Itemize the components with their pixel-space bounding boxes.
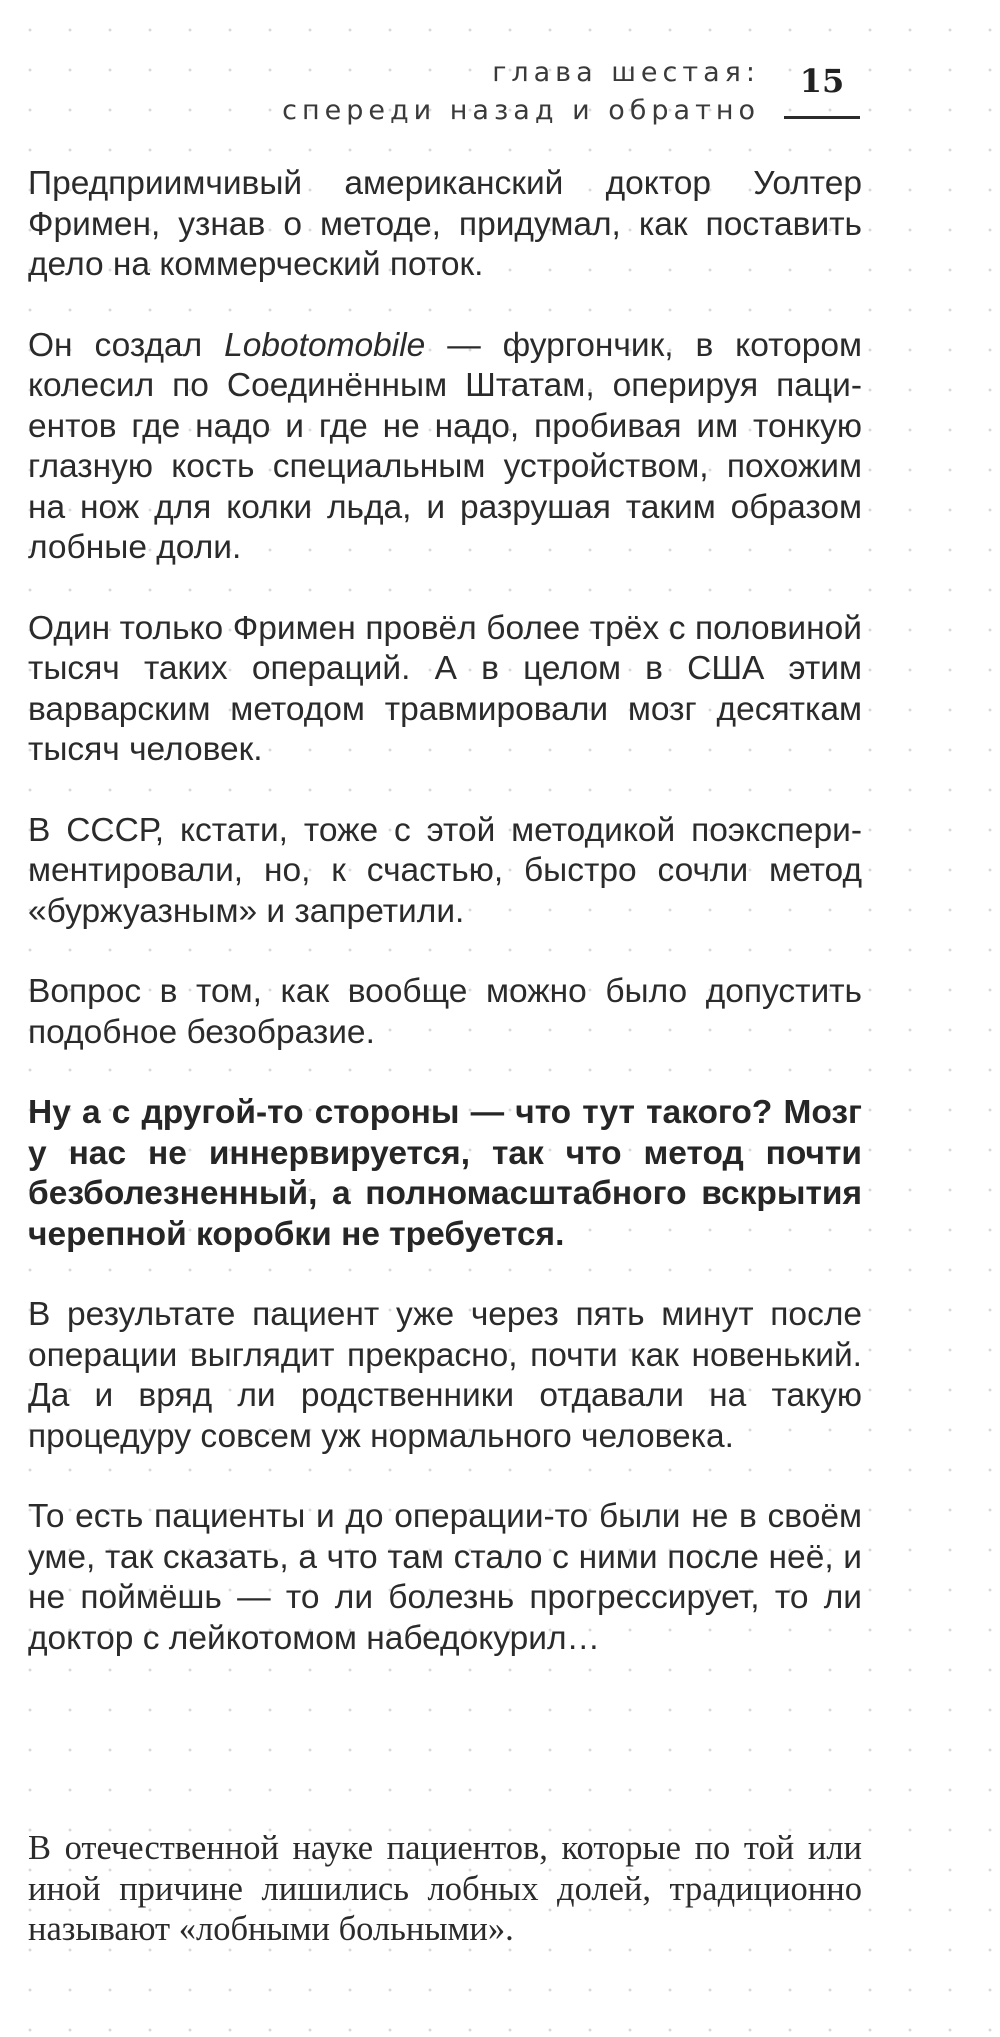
page-number-rule [784,116,860,119]
paragraph-2 [28,326,862,569]
chapter-title: глава шестая: [492,57,760,88]
lobotomobile-term: Lobotomobile [224,326,426,364]
paragraph-1: Предприимчивый американский доктор Уолтер Фримен, узнав о методе, придумал, как поставить дело на коммерческий поток. [28,165,862,283]
paragraph-8: То есть пациенты и до операции-то были не в своём уме, так сказать, а что там стало с ними после неё, и не поймёшь — то ли болезнь прогрессирует, то ли доктор с лейкотомом набедокурил… [28,1498,862,1657]
paragraph-5: Вопрос в том, как вообще можно было допустить подобное безобразие. [28,973,862,1051]
paragraph-6-bold: Ну а с другой-то стороны — что тут такого? Мозг у нас не иннервируется, так что метод почти безболезненный, а полномасштабного вскрытия черепной коробки не требуется. [28,1094,862,1253]
paragraph-2-rest: — фургончик, в котором колесил по Соединённым Штатам, оперируя пациентов где надо и где не надо, пробивая им тонкую глазную кость специальным устройством, похожим на нож для колки льда, и разрушая таким образом лобные доли. [28,326,862,566]
chapter-subtitle: спереди назад и обратно [282,95,760,126]
paragraph-4: В СССР, кстати, тоже с этой методикой поэкспериментировали, но, к счастью, быстро сочли метод «буржуазным» и запретили. [28,811,862,930]
body-text [28,164,862,1699]
paragraph-3: Один только Фримен провёл более трёх с половиной тысяч таких операций. А в целом в США этим варварским методом травмировали мозг десяткам тысяч человек. [28,609,862,768]
running-head [282,54,760,130]
footnote: В отечественной науке пациентов, которые по той или иной причине лишились лобных долей, традиционно называют «лобными больными». [28,1829,862,1948]
paragraph-2-start: Он создал [28,326,225,364]
page-number: 15 [799,62,845,100]
paragraph-7: В результате пациент уже через пять минут после операции выглядит прекрасно, почти как новенький. Да и вряд ли родственники отдавали на такую процедуру совсем уж нормального человека. [28,1296,862,1455]
